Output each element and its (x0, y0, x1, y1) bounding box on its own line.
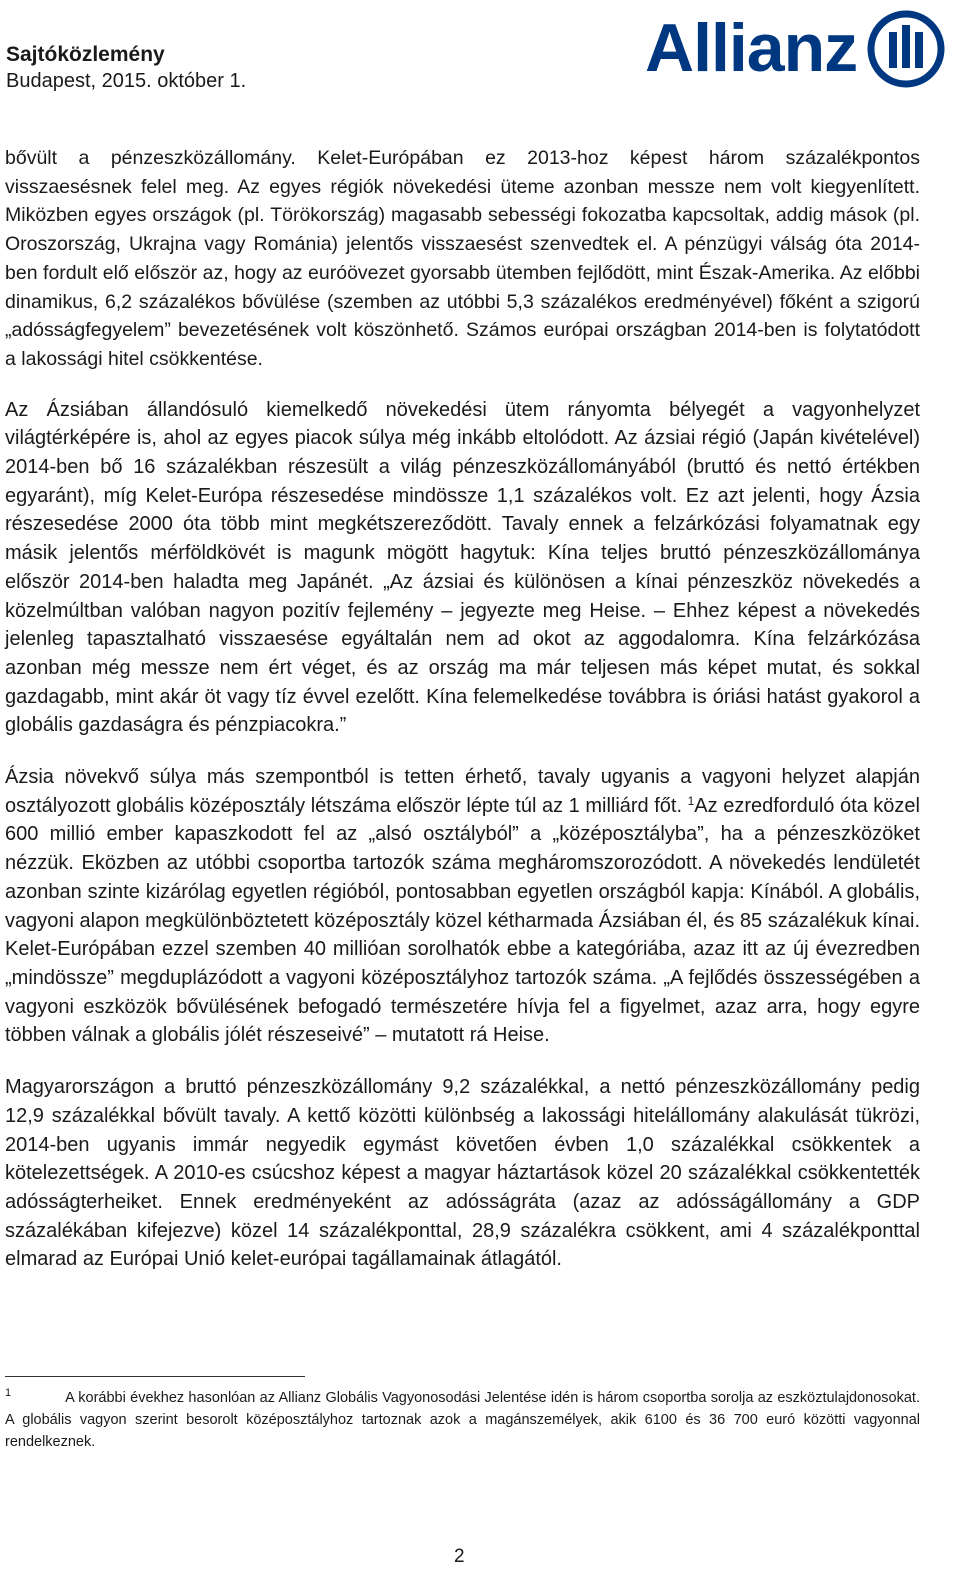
paragraph-2: Az Ázsiában állandósuló kiemelkedő növekedési ütem rányomta bélyegét a vagyonhelyzet világtérképére is, ahol az egyes piacok súlya még inkább eltolódott. Az ázsiai régió (Japán kivételével) 2014-ben bő 16 százalékban részesült a világ pénzeszközállományából (bruttó és nettó értékben egyaránt), míg Kelet-Európa részesedése mindössze 1,1 százalékos volt. Ez azt jelenti, hogy Ázsia részesedése 2000 óta több mint megkétszereződött. Tavaly ennek a felzárkózási folyamatnak egy másik jelentős mérföldkövét is magunk mögött hagytuk: Kína teljes bruttó pénzeszközállománya először 2014-ben haladta meg Japánét. „Az ázsiai és különösen a kínai pénzeszköz növekedés a közelmúltban valóban nagyon pozitív fejlemény – jegyezte meg Heise. – Ehhez képest a növekedés jelenleg tapasztalható visszaesése egyáltalán nem ad okot az aggodalomra. Kína felzárkózása azonban még messze nem ért véget, és az ország ma már teljesen más képet mutat, és sokkal gazdagabb, mint akár öt vagy tíz évvel ezelőtt. Kína felemelkedése továbbra is óriási hatást gyakorol a globális gazdaságra és pénzpiacokra.” (5, 398, 920, 737)
footnote-number: 1 (5, 1387, 12, 1399)
footnote (5, 1387, 920, 1453)
allianz-logo (645, 6, 950, 88)
footnote-reference[interactable]: 1 (687, 793, 695, 808)
paragraph-3 (5, 763, 920, 1050)
paragraph-3-after: Az ezredforduló óta közel 600 millió ember kapaszkodott fel az „alsó osztályból” a „középosztályba”, ha a pénzeszközöket nézzük. Eközben az utóbbi csoportba tartozók száma megháromszorozódott. A növekedés lendületét azonban szinte kizárólag egyetlen régióból, pontosabban egyetlen országból kapja: Kínából. A globális, vagyoni alapon megkülönböztetett középosztály közel kétharmada Ázsiában él, és 85 százalékuk kínai. Kelet-Európában ezzel szemben 40 millióan sorolhatók ebbe a kategóriába, azaz itt az új évezredben „mindössze” megduplázódott a vagyoni középosztályhoz tartozók száma. „A fejlődés összességében a vagyoni eszközök bővülésének befogadó természetére hívja fel a figyelmet, azaz arra, hogy egyre többen válnak a globális jólét részeseivé” – mutatott rá Heise. (5, 794, 920, 1047)
page-number: 2 (454, 1546, 465, 1567)
footnote-divider (5, 1376, 305, 1377)
footnote-text: A korábbi évekhez hasonlóan az Allianz Globális Vagyonosodási Jelentése idén is három csoportba sorolja az eszköztulajdonosokat. A globális vagyon szerint besorolt középosztályhoz tartoznak azok a magánszemélyek, akik 6100 és 36 700 euró közötti vagyonnal rendelkeznek. (5, 1390, 920, 1450)
press-release-date: Budapest, 2015. október 1. (6, 70, 247, 92)
paragraph-3-before: Ázsia növekvő súlya más szempontból is tetten érhető, tavaly ugyanis a vagyoni helyzet alapján osztályozott globális középosztály létszáma először lépte túl az 1 milliárd főt. (5, 766, 920, 817)
allianz-eagle-icon (867, 10, 945, 88)
document-body (5, 144, 920, 1297)
press-release-title: Sajtóközlemény (6, 43, 165, 66)
paragraph-1: bővült a pénzeszközállomány. Kelet-Európában ez 2013-hoz képest három százalékpontos visszaesésnek felel meg. Az egyes régiók növekedési üteme azonban messze nem volt kiegyenlített. Miközben egyes országok (pl. Törökország) magasabb sebességi fokozatba kapcsoltak, addig mások (pl. Oroszország, Ukrajna vagy Románia) jelentős visszaesést szenvedtek el. A pénzügyi válság óta 2014-ben fordult elő először az, hogy az euróövezet gyorsabb ütemben fejlődött, mint Észak-Amerika. Az előbbi dinamikus, 6,2 százalékos bővülése (szemben az utóbbi 5,3 százalékos eredményével) főként a szigorú „adósságfegyelem” bevezetésének volt köszönhető. Számos európai országban 2014-ben is folytatódott a lakossági hitel csökkentése. (5, 147, 920, 370)
logo-wordmark: Allianz (645, 10, 858, 86)
paragraph-4: Magyarországon a bruttó pénzeszközállomány 9,2 százalékkal, a nettó pénzeszközállomány pedig 12,9 százalékkal bővült tavaly. A kettő közötti különbség a lakossági hitelállomány alakulását tükrözi, 2014-ben ugyanis immár negyedik egymást követően évben 1,0 százalékkal csökkentek a kötelezettségek. A 2010-es csúcshoz képest a magyar háztartások közel 20 százalékkal csökkentették adósságterheiket. Ennek eredményeként az adósságráta (azaz az adósságállomány a GDP százalékában kifejezve) közel 14 százalékponttal, 28,9 százalékra csökkent, ami 4 százalékponttal elmarad az Európai Unió kelet-európai tagállamainak átlagától. (5, 1076, 920, 1271)
document-header (6, 42, 246, 94)
